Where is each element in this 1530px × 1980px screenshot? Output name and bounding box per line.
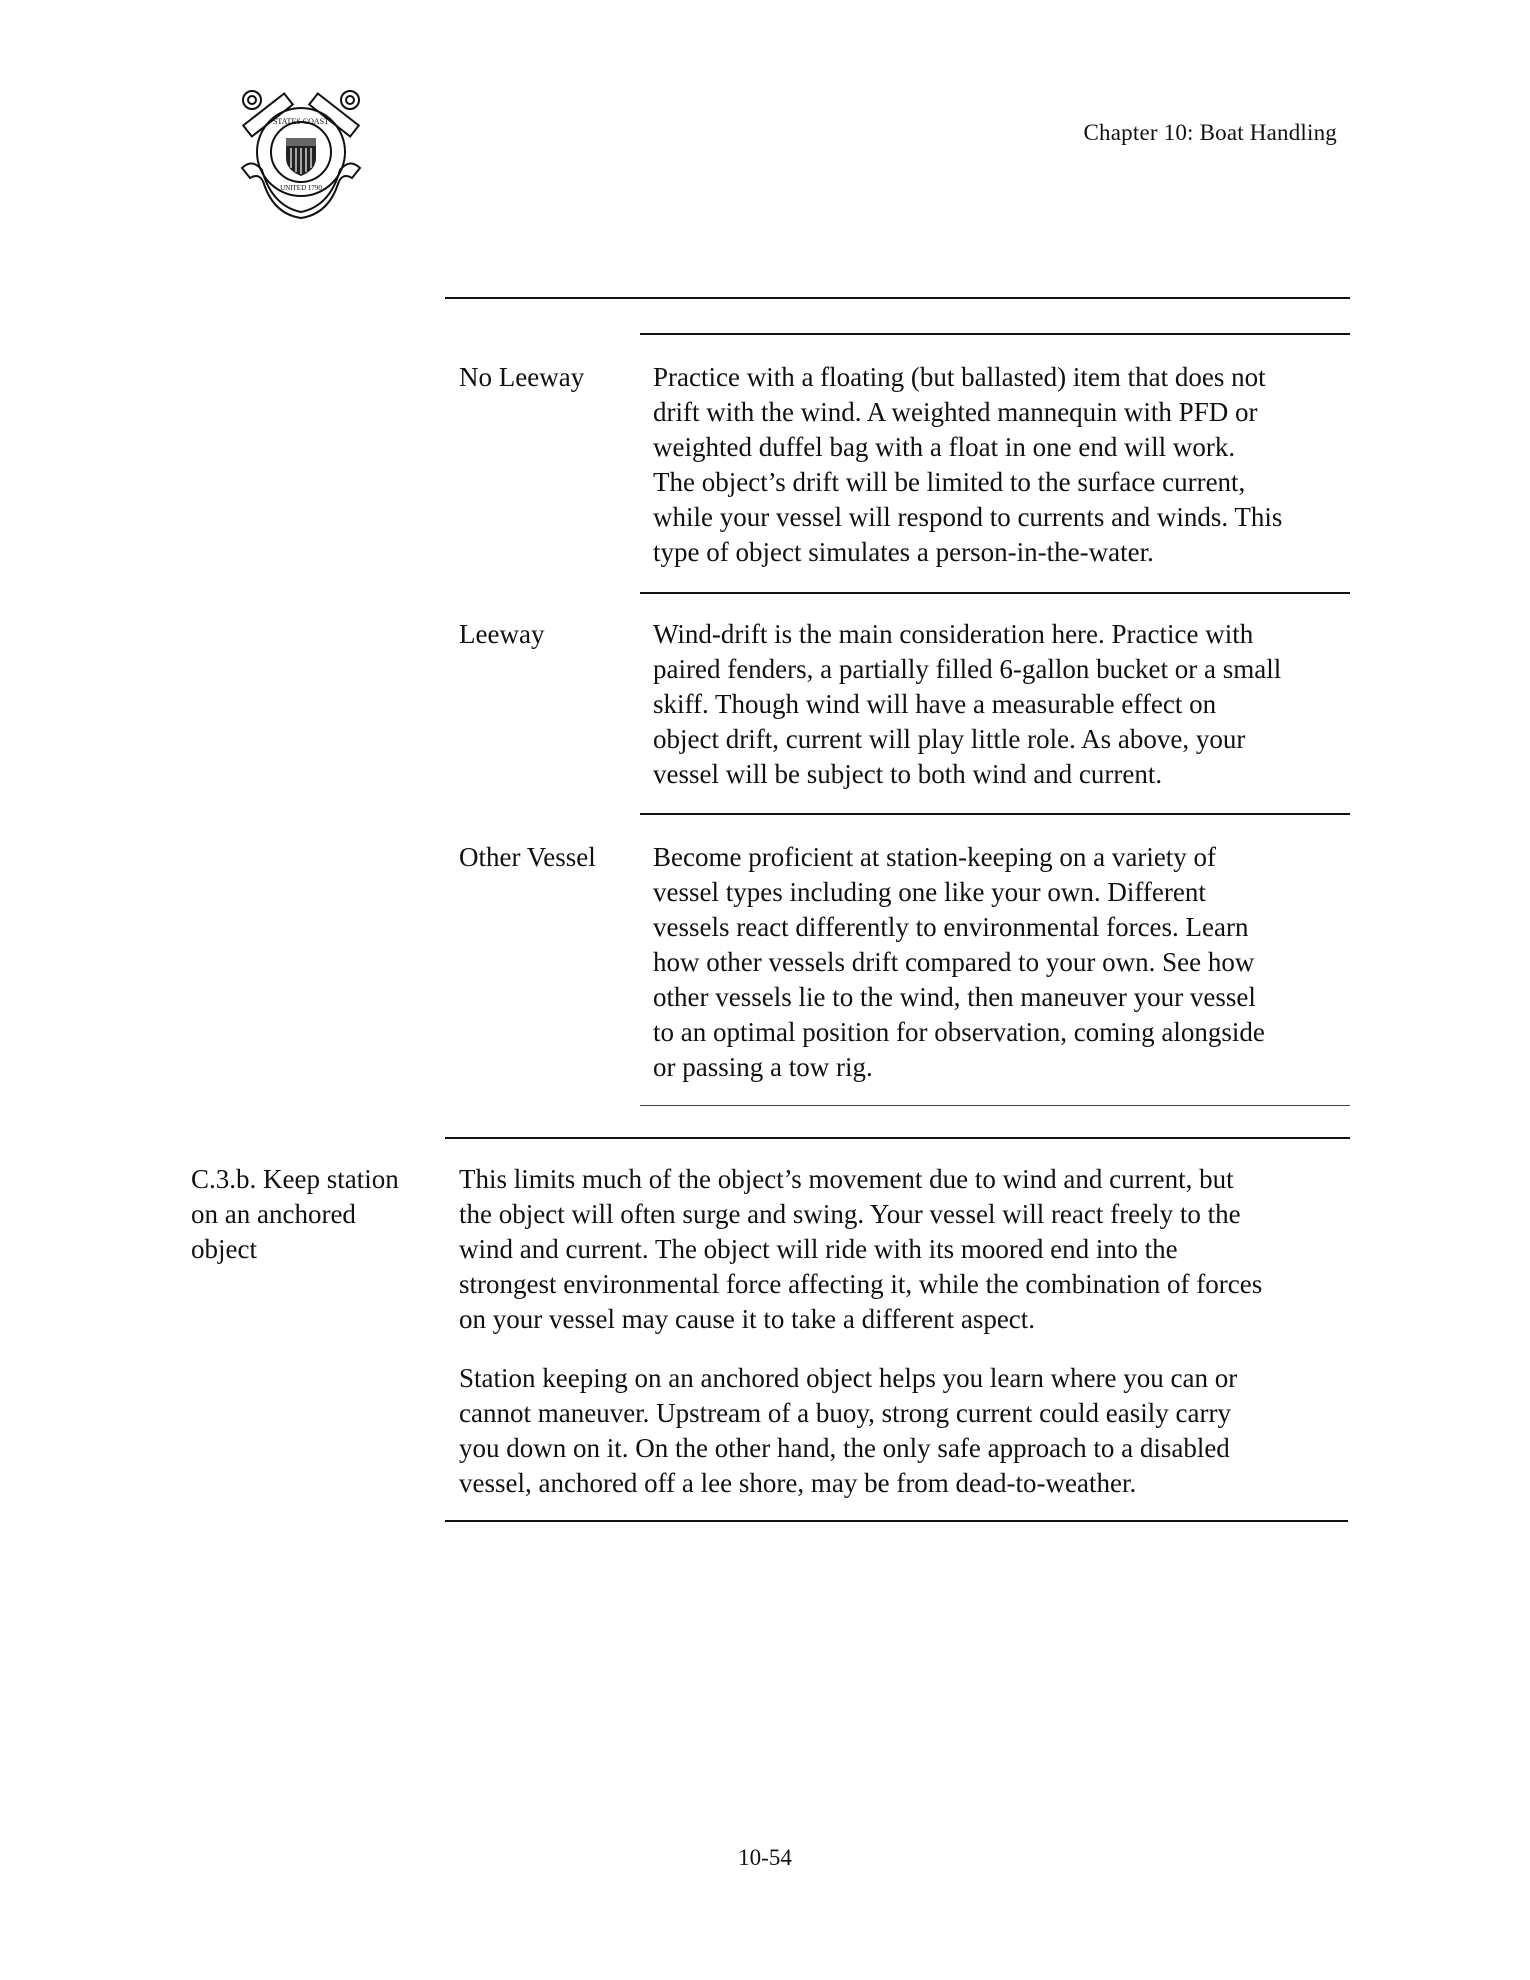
text-line: to an optimal position for observation, coming alongside: [653, 1017, 1265, 1047]
svg-text:STATES COAST: STATES COAST: [272, 117, 330, 126]
text-line: on your vessel may cause it to take a different aspect.: [459, 1304, 1036, 1334]
text-line: how other vessels drift compared to your own. See how: [653, 947, 1255, 977]
row-divider: [640, 813, 1350, 815]
text-line: Become proficient at station-keeping on a variety of: [653, 842, 1217, 872]
coast-guard-emblem-icon: [232, 88, 370, 222]
row-text-leeway: [653, 617, 1353, 792]
row-label-leeway: Leeway: [459, 619, 545, 649]
table-bottom-rule: [640, 1105, 1350, 1106]
text-line: you down on it. On the other hand, the only safe approach to a disabled: [459, 1433, 1230, 1463]
heading-line: object: [191, 1234, 257, 1264]
text-line: vessel types including one like your own. Different: [653, 877, 1206, 907]
paragraph-2: [459, 1361, 1359, 1501]
table-header-rule: [640, 333, 1350, 335]
svg-text:UNITED 1790: UNITED 1790: [280, 184, 322, 192]
text-line: cannot maneuver. Upstream of a buoy, strong current could easily carry: [459, 1398, 1231, 1428]
text-line: vessel will be subject to both wind and current.: [653, 759, 1163, 789]
text-line: the object will often surge and swing. Your vessel will react freely to the: [459, 1199, 1241, 1229]
heading-line: on an anchored: [191, 1199, 356, 1229]
row-label-other-vessel: Other Vessel: [459, 842, 596, 872]
row-text-other-vessel: [653, 840, 1353, 1085]
text-line: drift with the wind. A weighted mannequin with PFD or: [653, 397, 1258, 427]
section-top-rule: [445, 1137, 1350, 1139]
text-line: other vessels lie to the wind, then maneuver your vessel: [653, 982, 1256, 1012]
text-line: object drift, current will play little role. As above, your: [653, 724, 1246, 754]
text-line: paired fenders, a partially filled 6-gallon bucket or a small: [653, 654, 1282, 684]
section-bottom-rule: [445, 1520, 1348, 1522]
heading-line: C.3.b. Keep station: [191, 1164, 399, 1194]
text-line: The object’s drift will be limited to the surface current,: [653, 467, 1246, 497]
text-line: skiff. Though wind will have a measurable effect on: [653, 689, 1217, 719]
section-body: [459, 1162, 1359, 1525]
page-number: 10-54: [738, 1845, 792, 1870]
text-line: weighted duffel bag with a float in one end will work.: [653, 432, 1236, 462]
text-line: or passing a tow rig.: [653, 1052, 873, 1082]
text-line: Station keeping on an anchored object helps you learn where you can or: [459, 1363, 1238, 1393]
row-divider: [640, 592, 1350, 594]
text-line: while your vessel will respond to currents and winds. This: [653, 502, 1283, 532]
text-line: Wind-drift is the main consideration here. Practice with: [653, 619, 1254, 649]
text-line: vessel, anchored off a lee shore, may be from dead-to-weather.: [459, 1468, 1137, 1498]
text-line: strongest environmental force affecting it, while the combination of forces: [459, 1269, 1263, 1299]
text-line: wind and current. The object will ride with its moored end into the: [459, 1234, 1178, 1264]
table-top-rule: [445, 297, 1350, 299]
text-line: type of object simulates a person-in-the-water.: [653, 537, 1154, 567]
row-label-no-leeway: No Leeway: [459, 362, 585, 392]
section-heading: [191, 1162, 441, 1267]
row-text-no-leeway: [653, 360, 1353, 570]
text-line: This limits much of the object’s movement due to wind and current, but: [459, 1164, 1234, 1194]
paragraph-1: [459, 1162, 1359, 1337]
chapter-title: Chapter 10: Boat Handling: [1083, 120, 1337, 145]
text-line: Practice with a floating (but ballasted) item that does not: [653, 362, 1266, 392]
text-line: vessels react differently to environmental forces. Learn: [653, 912, 1249, 942]
